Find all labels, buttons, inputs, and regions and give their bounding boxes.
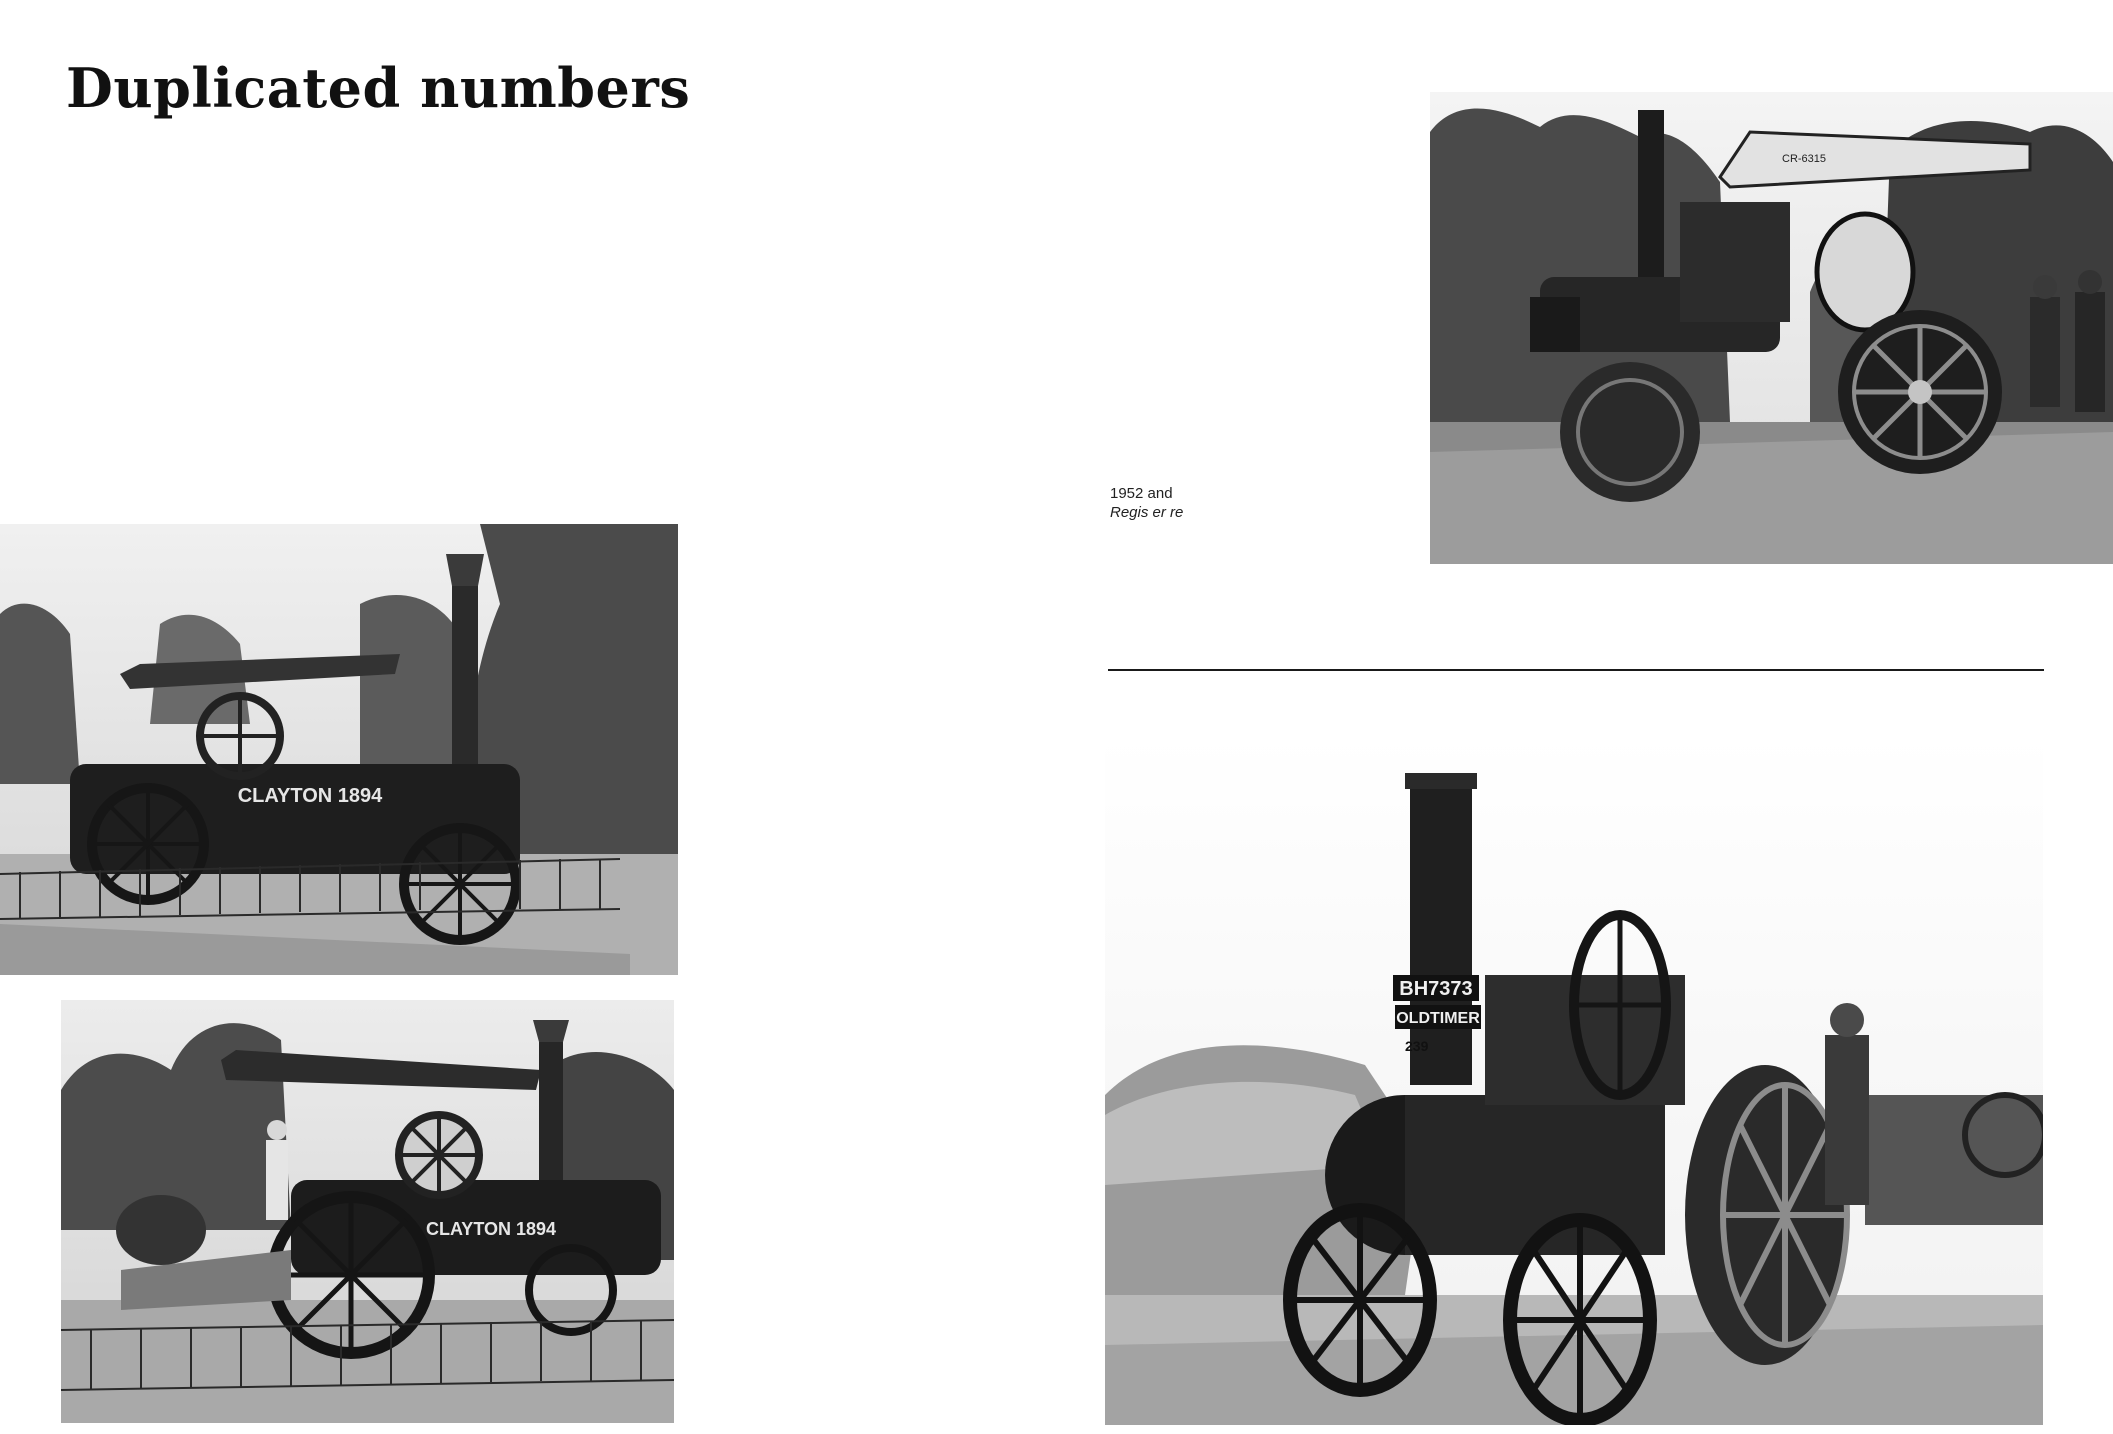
photo-steam-roller-image — [1430, 92, 2113, 564]
oldtimer-number: 239 — [1405, 1038, 1429, 1054]
oldtimer-plate-registration: BH7373 — [1399, 978, 1473, 1000]
photo-clayton-engine-bottom — [61, 1000, 674, 1423]
roller-canopy-text: CR-6315 — [1782, 153, 1827, 165]
photo-clayton-engine-bottom-image — [61, 1000, 674, 1423]
photo-caption — [1110, 484, 1183, 522]
clayton-top-lettering: CLAYTON 1894 — [237, 785, 383, 807]
caption-line-2: Regis er re — [1110, 504, 1184, 521]
section-divider — [1108, 669, 2044, 671]
photo-oldtimer-engine — [1105, 735, 2043, 1425]
photo-steam-roller — [1430, 92, 2113, 564]
photo-clayton-engine-top — [0, 524, 678, 975]
photo-clayton-engine-top-image — [0, 524, 678, 975]
photo-oldtimer-engine-image — [1105, 735, 2043, 1425]
clayton-bottom-lettering: CLAYTON 1894 — [425, 1219, 557, 1239]
page-title: Duplicated numbers — [66, 56, 691, 120]
oldtimer-plate-name: OLDTIMER — [1396, 1010, 1480, 1027]
caption-line-1: 1952 and — [1110, 485, 1173, 502]
